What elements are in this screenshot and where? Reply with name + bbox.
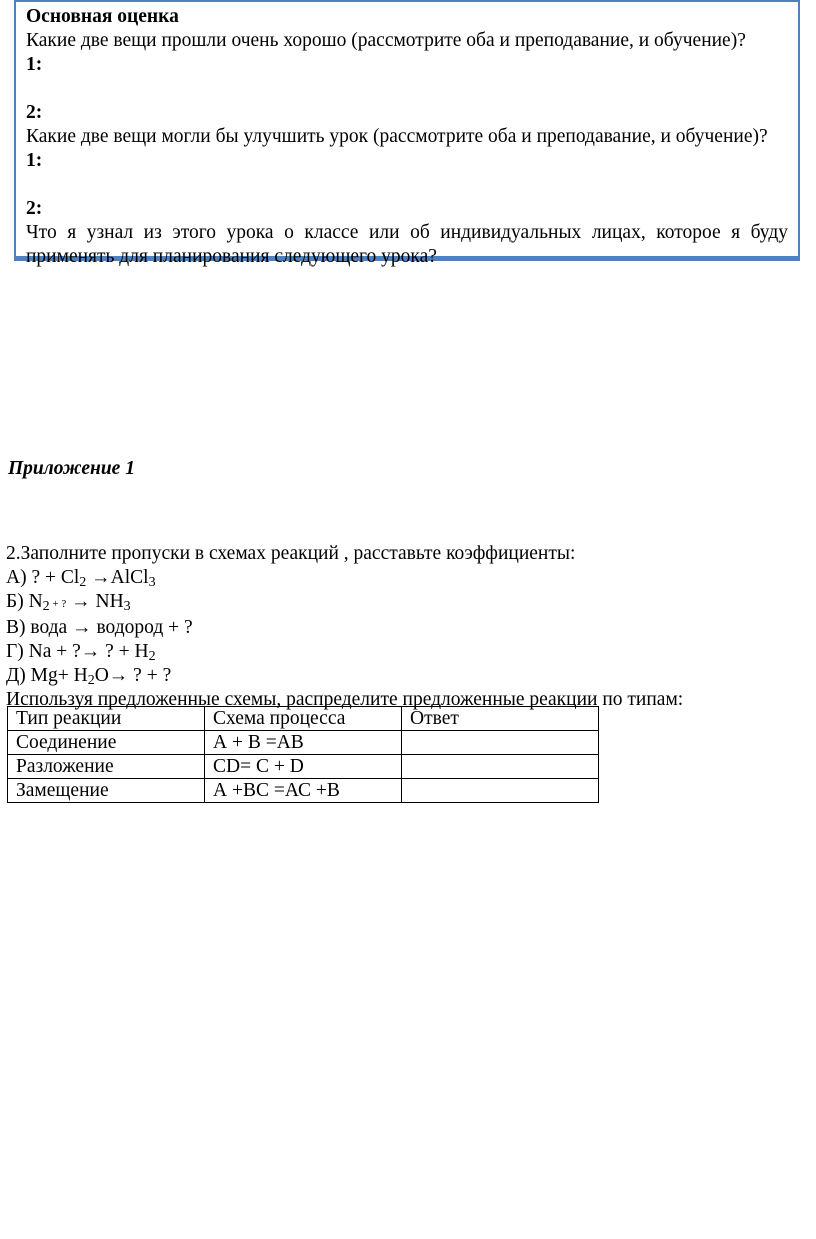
answer-2-2-label: 2: xyxy=(26,198,43,219)
reaction-b-small: + ? xyxy=(49,598,67,610)
table-row xyxy=(8,755,599,779)
reaction-b-sub2: 3 xyxy=(123,599,131,614)
question-2: Какие две вещи могли бы улучшить урок (рассмотрите оба и преподавание, и обучение)? xyxy=(26,126,768,147)
task-block xyxy=(6,542,806,712)
table-header-row xyxy=(8,707,599,731)
reaction-b xyxy=(6,590,806,616)
reaction-a-mid: →AlCl xyxy=(86,567,149,588)
task-instruction: Используя предложенные схемы, распределите предложенные реакции по типам: xyxy=(6,689,684,710)
reaction-v: В) вода → водород + ? xyxy=(6,617,193,638)
table-cell: Замещение xyxy=(8,779,205,803)
question-3: Что я узнал из этого урока о классе или об индивидуальных лицах, которое я буду применять для планирования следующего урока? xyxy=(26,222,788,267)
task-heading: 2.Заполните пропуски в схемах реакций , расставьте коэффициенты: xyxy=(6,543,576,564)
reaction-a-sub2: 3 xyxy=(148,575,156,590)
answer-2-1-space xyxy=(26,173,788,197)
reaction-a-prefix: А) ? + Cl xyxy=(6,567,80,588)
table-row xyxy=(8,731,599,755)
table-answer-cell[interactable] xyxy=(402,731,599,755)
table-row xyxy=(8,779,599,803)
question-1: Какие две вещи прошли очень хорошо (рассмотрите оба и преподавание, и обучение)? xyxy=(26,30,746,51)
table-cell: Соединение xyxy=(8,731,205,755)
answer-1-2-label: 2: xyxy=(26,102,43,123)
table-header-cell: Схема процесса xyxy=(205,707,402,731)
reaction-a-sub1: 2 xyxy=(79,575,87,590)
reaction-b-mid: → NH xyxy=(66,591,124,612)
assessment-title: Основная оценка xyxy=(26,6,179,27)
table-header-cell: Ответ xyxy=(402,707,599,731)
reaction-d xyxy=(6,664,806,688)
table-cell: CD= C + D xyxy=(205,755,402,779)
reaction-d-mid: O→ ? + ? xyxy=(94,665,172,686)
appendix-title: Приложение 1 xyxy=(8,458,135,479)
reaction-d-prefix: Д) Mg+ H xyxy=(6,665,88,686)
table-cell: А +ВС =АС +В xyxy=(205,779,402,803)
table-answer-cell[interactable] xyxy=(402,779,599,803)
reaction-g-prefix: Г) Na + ?→ ? + H xyxy=(6,641,149,662)
reaction-b-prefix: Б) N xyxy=(6,591,43,612)
table-cell: А + В =АВ xyxy=(205,731,402,755)
table-header-cell: Тип реакции xyxy=(8,707,205,731)
reaction-a xyxy=(6,566,806,590)
answer-1-1-label: 1: xyxy=(26,54,43,75)
assessment-box xyxy=(14,0,800,267)
answer-1-1-space xyxy=(26,77,788,101)
table-cell: Разложение xyxy=(8,755,205,779)
reaction-d-sub1: 2 xyxy=(87,673,95,688)
reaction-types-table xyxy=(7,706,599,803)
table-answer-cell[interactable] xyxy=(402,755,599,779)
answer-2-1-label: 1: xyxy=(26,150,43,171)
reaction-g-sub1: 2 xyxy=(148,649,156,664)
reaction-g xyxy=(6,640,806,664)
reaction-b-sub1: 2 xyxy=(42,599,50,614)
